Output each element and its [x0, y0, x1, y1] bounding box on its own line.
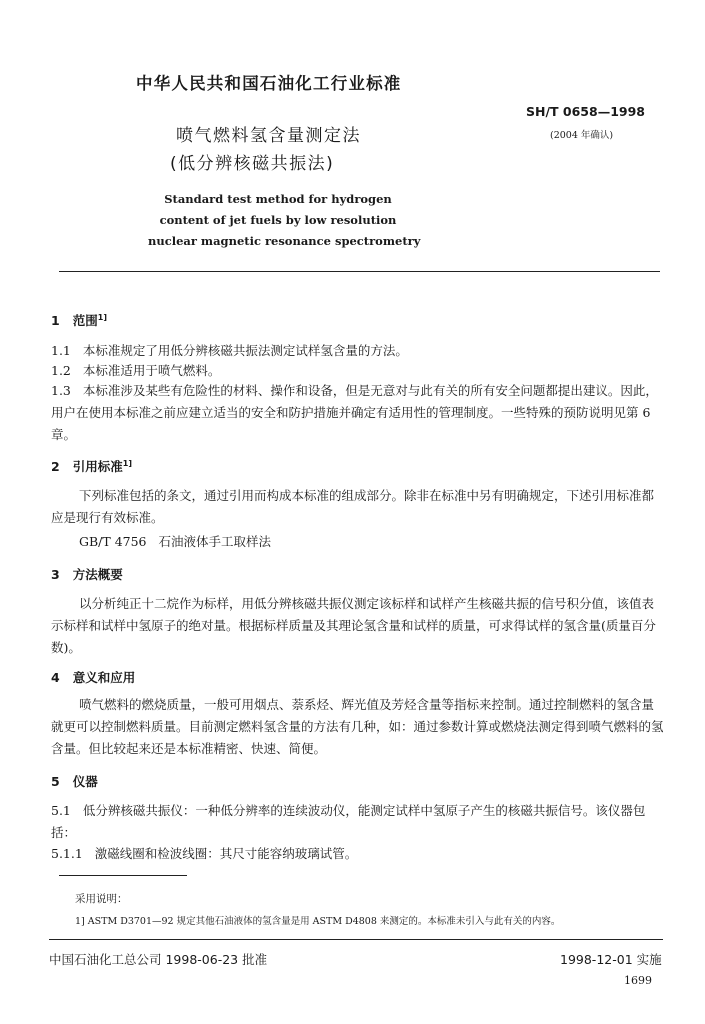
- section-number: 4: [51, 670, 60, 685]
- standard-code: SH/T 0658—1998: [526, 104, 645, 119]
- english-title-line: nuclear magnetic resonance spectrometry: [148, 234, 421, 248]
- clause-1-3: [51, 380, 666, 446]
- footnote-divider: [59, 875, 187, 876]
- footnote-marker: 1]: [122, 458, 133, 468]
- clause-number: 5.1: [51, 803, 71, 818]
- reference-standard: [79, 532, 271, 550]
- clause-number: 1.2: [51, 363, 71, 378]
- english-title-line: Standard test method for hydrogen: [164, 192, 392, 206]
- footer-divider: [49, 939, 663, 940]
- section-title: 方法概要: [72, 567, 123, 582]
- section-heading-3: [51, 565, 123, 583]
- org-title: 中华人民共和国石油化工行业标准: [136, 74, 402, 93]
- reference-code: GB/T 4756: [79, 534, 147, 549]
- approval-info: 中国石油化工总公司 1998-06-23 批准: [49, 952, 268, 967]
- section-number: 5: [51, 774, 60, 789]
- section-title: 范围: [72, 313, 98, 328]
- section-heading-2: [51, 457, 132, 475]
- document-subtitle: (低分辨核磁共振法): [170, 154, 335, 174]
- english-title-line: content of jet fuels by low resolution: [159, 213, 397, 227]
- clause-number: 5.1.1: [51, 846, 83, 861]
- section-number: 3: [51, 567, 60, 582]
- footnote-marker: 1]: [97, 312, 108, 322]
- clause-text: 低分辨核磁共振仪：一种低分辨率的连续波动仪，能测定试样中氢原子产生的核磁共振信号。该仪器包括：: [51, 803, 646, 840]
- clause-5-1-1: [51, 843, 666, 865]
- section-title: 仪器: [72, 774, 98, 789]
- clause-text: 本标准涉及某些有危险性的材料、操作和设备，但是无意对与此有关的所有安全问题都提出建议。因此，用户在使用本标准之前应建立适当的安全和防护措施并确定有适用性的管理制度。一些特殊的预防说明见第 6 章。: [51, 383, 658, 442]
- clause-text: 本标准规定了用低分辨核磁共振法测定试样氢含量的方法。: [82, 343, 408, 358]
- clause-text: 本标准适用于喷气燃料。: [82, 363, 221, 378]
- clause-1-2: [51, 360, 666, 382]
- footnote-label: 采用说明：: [75, 893, 128, 905]
- section-3-paragraph: 以分析纯正十二烷作为标样，用低分辨核磁共振仪测定该标样和试样产生核磁共振的信号积分值，该值表示标样和试样中氢原子的绝对量。根据标样质量及其理论氢含量和试样的质量，可求得试样的氢含量(质量百分数)。: [51, 596, 656, 655]
- implementation-info: 1998-12-01 实施: [560, 952, 662, 967]
- section-title: 意义和应用: [72, 670, 136, 685]
- english-title: [148, 189, 421, 252]
- section-4-paragraph: 喷气燃料的燃烧质量，一般可用烟点、萘系烃、辉光值及芳烃含量等指标来控制。通过控制燃料的氢含量就更可以控制燃料质量。目前测定燃料氢含量的方法有几种，如：通过参数计算或燃烧法测定得到喷气燃料的氢含量。但比较起来还是本标准精密、快速、简便。: [51, 697, 664, 756]
- section-number: 2: [51, 459, 60, 474]
- clause-number: 1.3: [51, 383, 71, 398]
- clause-number: 1.1: [51, 343, 71, 358]
- section-heading-5: [51, 772, 98, 790]
- clause-1-1: [51, 340, 666, 362]
- clause-5-1: [51, 800, 666, 844]
- reference-title: 石油液体手工取样法: [158, 534, 271, 549]
- section-2-paragraph: 下列标准包括的条文，通过引用而构成本标准的组成部分。除非在标准中另有明确规定，下述引用标准都应是现行有效标准。: [51, 488, 655, 525]
- section-title: 引用标准: [72, 459, 123, 474]
- confirm-note: (2004 年确认): [550, 130, 614, 141]
- header-divider: [59, 271, 660, 272]
- clause-text: 激磁线圈和检波线圈：其尺寸能容纳玻璃试管。: [94, 846, 358, 861]
- section-number: 1: [51, 313, 60, 328]
- page-number: 1699: [624, 974, 652, 987]
- section-heading-1: [51, 311, 107, 329]
- document-title: 喷气燃料氢含量测定法: [176, 126, 361, 146]
- footnote-text: 1] ASTM D3701—92 规定其他石油液体的氢含量是用 ASTM D4808 来测定的。本标准未引入与此有关的内容。: [75, 916, 561, 927]
- section-heading-4: [51, 668, 135, 686]
